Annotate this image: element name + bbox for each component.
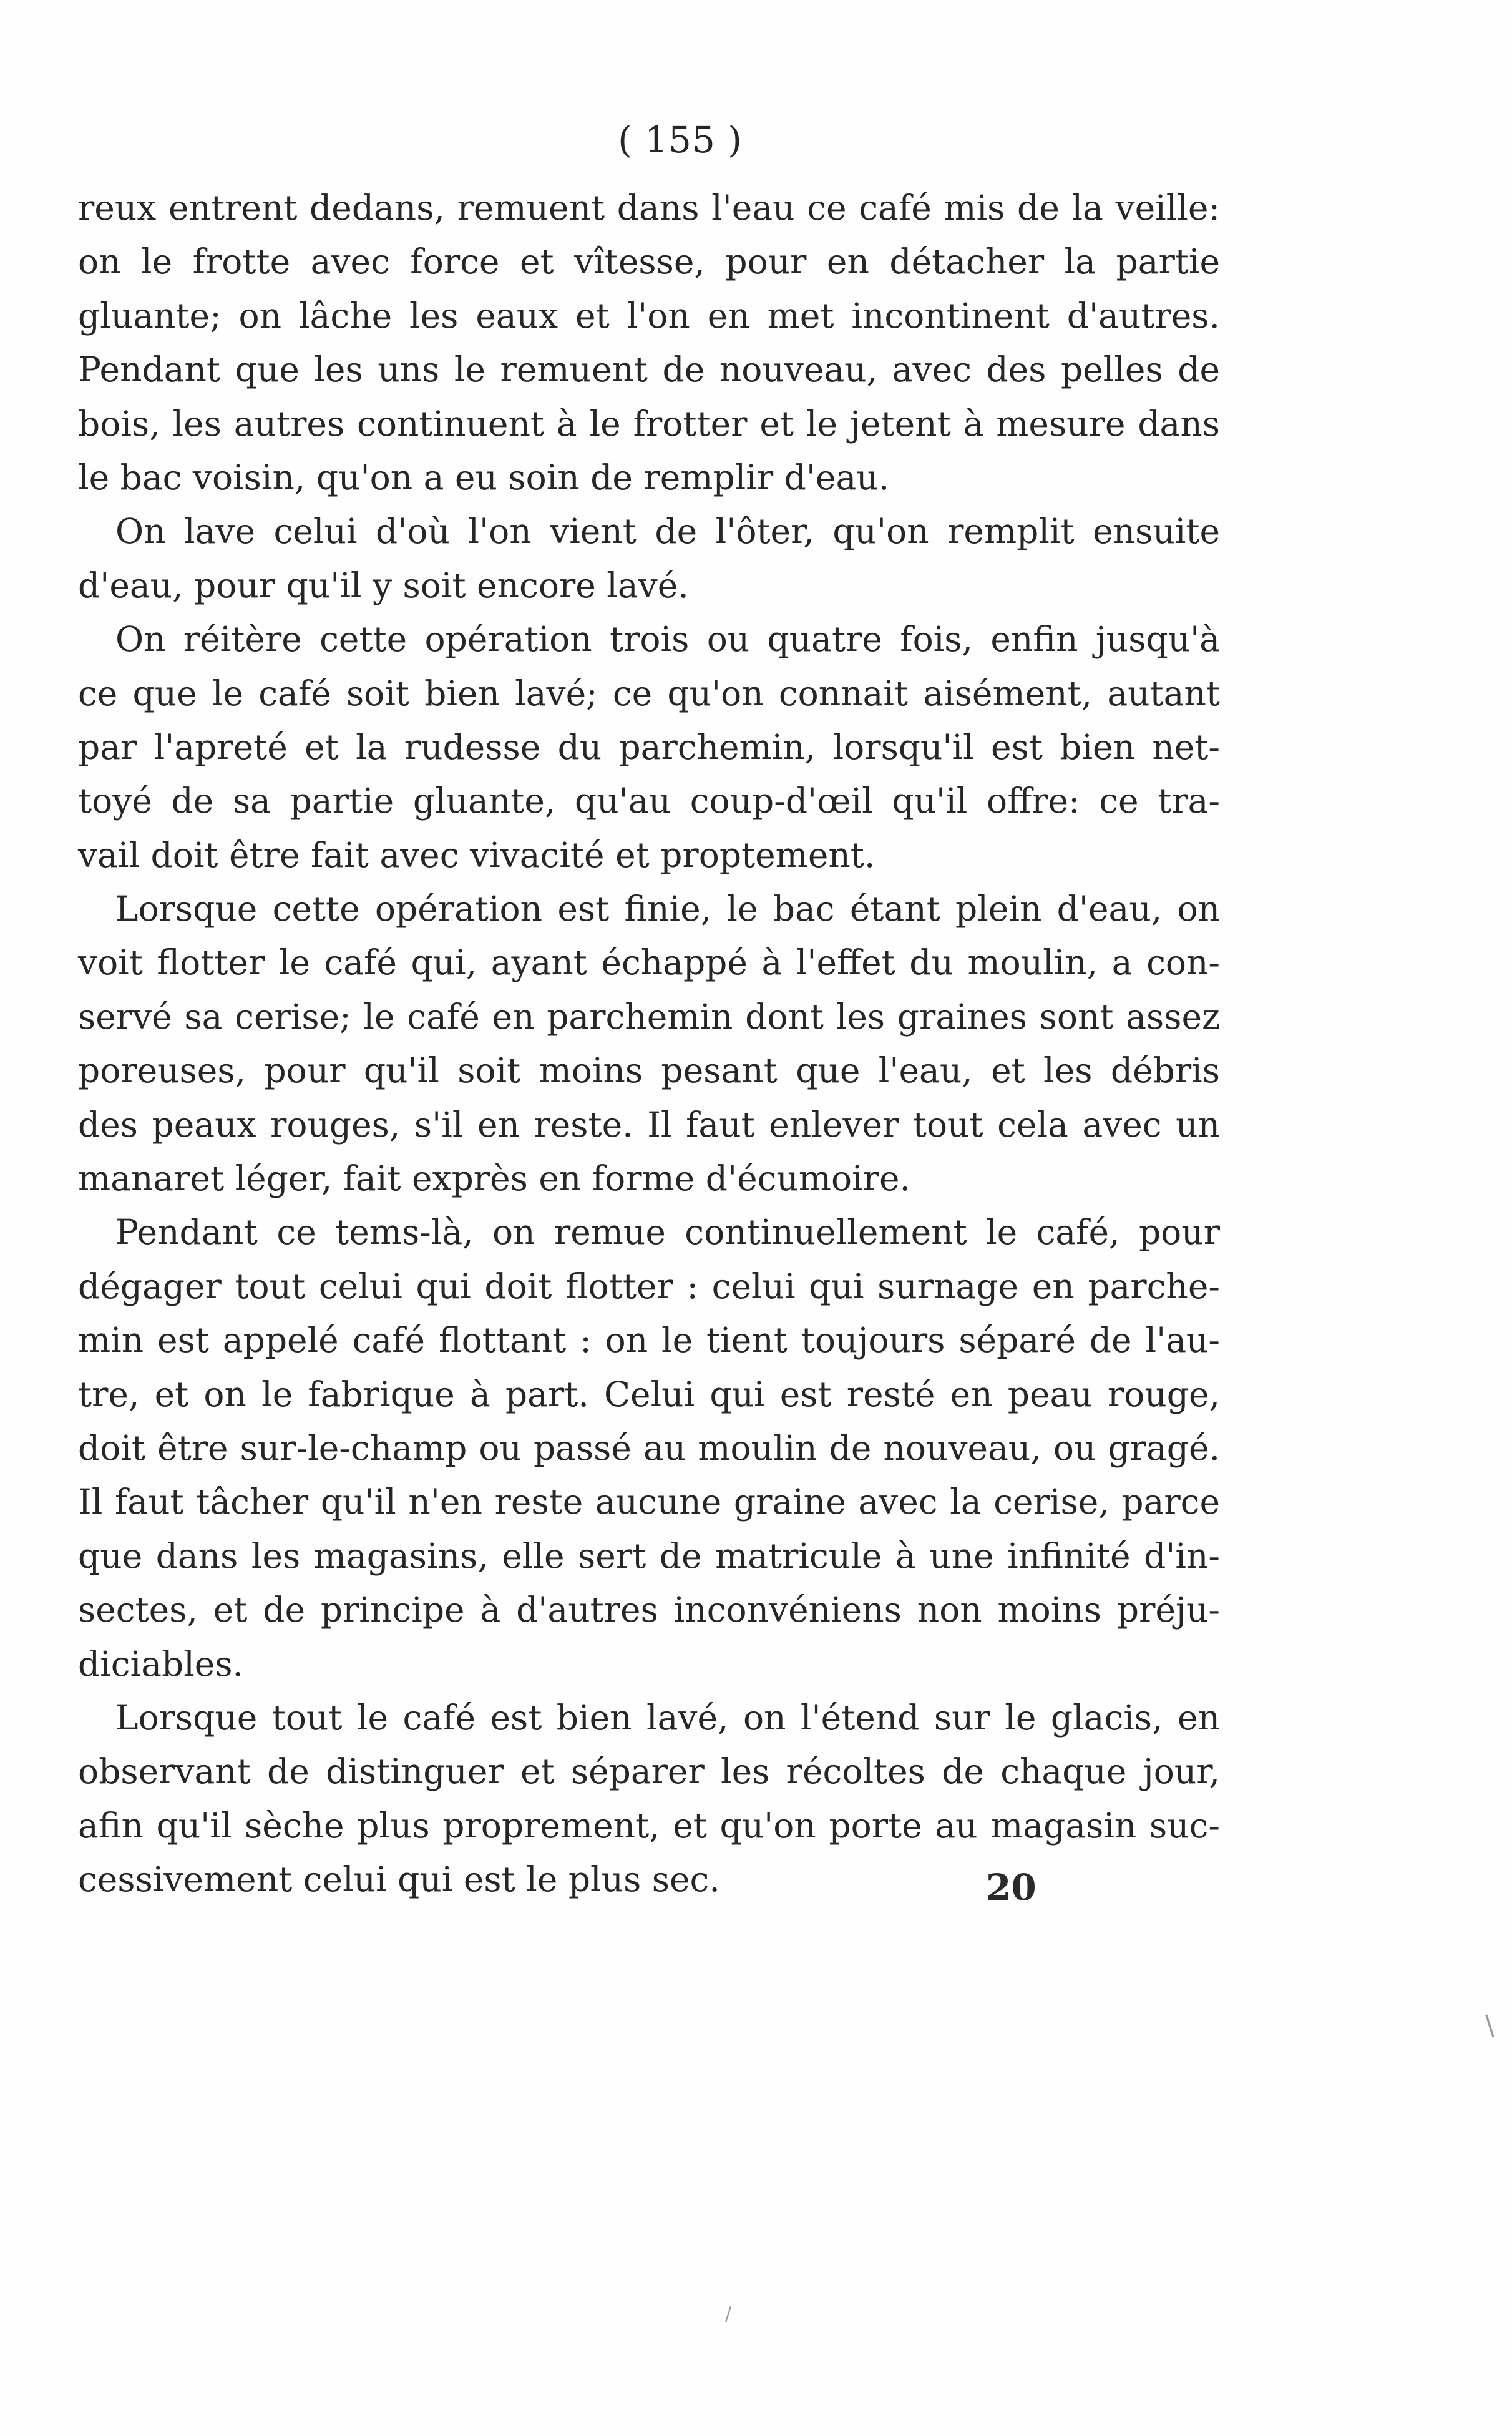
text-line: on le frotte avec force et vîtesse, pour en détacher la partie (78, 242, 1220, 282)
text-line: dégager tout celui qui doit flotter : celui qui surnage en parche- (78, 1266, 1220, 1306)
page-number: ( 155 ) (618, 119, 743, 161)
text-line: le bac voisin, qu'on a eu soin de remplir d'eau. (78, 457, 890, 497)
paragraph-start-line: On lave celui d'où l'on vient de l'ôter, qu'on remplit ensuite (115, 511, 1220, 552)
text-line: voit flotter le café qui, ayant échappé à l'effet du moulin, a con- (78, 942, 1220, 983)
margin-mark-right: \ (1485, 2010, 1495, 2042)
paragraph-start-line: Lorsque tout le café est bien lavé, on l'étend sur le glacis, en (115, 1697, 1220, 1738)
text-line: Pendant que les uns le remuent de nouveau, avec des pelles de (78, 350, 1220, 390)
text-line: vail doit être fait avec vivacité et proptement. (78, 834, 875, 875)
text-line: que dans les magasins, elle sert de matricule à une infinité d'in- (78, 1535, 1220, 1576)
margin-mark-bottom: / (725, 2303, 732, 2325)
text-line: ce que le café soit bien lavé; ce qu'on connait aisément, autant (78, 673, 1220, 713)
text-line: gluante; on lâche les eaux et l'on en met incontinent d'autres. (78, 295, 1220, 336)
text-line: des peaux rouges, s'il en reste. Il faut enlever tout cela avec un (78, 1104, 1220, 1145)
text-line: par l'apreté et la rudesse du parchemin, lorsqu'il est bien net- (78, 726, 1220, 767)
text-line: diciables. (78, 1643, 244, 1684)
text-line: cessivement celui qui est le plus sec. (78, 1859, 720, 1900)
signature-mark: 20 (986, 1866, 1036, 1909)
text-line: manaret léger, fait exprès en forme d'écumoire. (78, 1158, 911, 1199)
paragraph-start-line: On réitère cette opération trois ou quatre fois, enfin jusqu'à (115, 619, 1220, 660)
text-line: toyé de sa partie gluante, qu'au coup-d'œil qu'il offre: ce tra- (78, 781, 1220, 821)
text-line: afin qu'il sèche plus proprement, et qu'on porte au magasin suc- (78, 1805, 1220, 1846)
text-line: poreuses, pour qu'il soit moins pesant que l'eau, et les débris (78, 1050, 1220, 1091)
text-line: d'eau, pour qu'il y soit encore lavé. (78, 565, 689, 605)
text-line: doit être sur-le-champ ou passé au moulin de nouveau, ou gragé. (78, 1427, 1220, 1468)
text-line: bois, les autres continuent à le frotter et le jetent à mesure dans (78, 403, 1220, 444)
text-line: servé sa cerise; le café en parchemin dont les graines sont assez (78, 996, 1220, 1037)
text-line: Il faut tâcher qu'il n'en reste aucune graine avec la cerise, parce (78, 1482, 1220, 1522)
text-line: sectes, et de principe à d'autres inconvéniens non moins préju- (78, 1590, 1220, 1630)
body-text (78, 181, 1220, 1907)
text-line: observant de distinguer et séparer les récoltes de chaque jour, (78, 1751, 1220, 1792)
paragraph-start-line: Lorsque cette opération est finie, le bac étant plein d'eau, on (115, 889, 1220, 929)
text-line: min est appelé café flottant : on le tient toujours séparé de l'au- (78, 1320, 1220, 1361)
text-line: tre, et on le fabrique à part. Celui qui est resté en peau rouge, (78, 1374, 1220, 1414)
paragraph-start-line: Pendant ce tems-là, on remue continuellement le café, pour (115, 1212, 1220, 1253)
text-line: reux entrent dedans, remuent dans l'eau ce café mis de la veille: (78, 188, 1220, 228)
